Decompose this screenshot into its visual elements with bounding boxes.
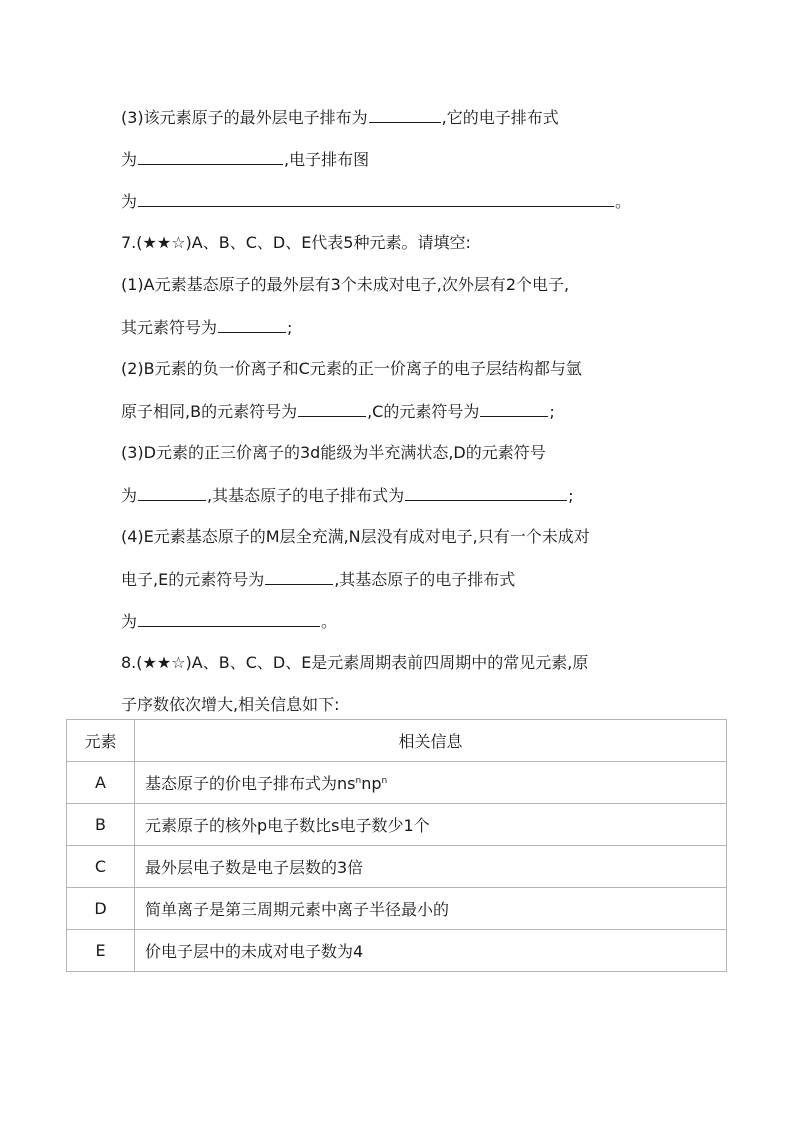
text: 电子,E的元素符号为 (121, 570, 265, 589)
header-info: 相关信息 (135, 720, 727, 762)
answer-blank[interactable] (480, 400, 548, 417)
text: ,C的元素符号为 (367, 402, 480, 421)
superscript: n (381, 776, 388, 786)
cell-element: C (67, 846, 135, 888)
text: ; (568, 486, 574, 505)
cell-element: B (67, 804, 135, 846)
text: ,其基态原子的电子排布式 (334, 570, 516, 589)
question-7-4-line-3 (121, 610, 701, 633)
text: 原子相同,B的元素符号为 (121, 402, 298, 421)
text: (1)A元素基态原子的最外层有3个未成对电子,次外层有2个电子, (121, 275, 570, 294)
info-text: 元素原子的核外p电子数比s电子数少1个 (145, 816, 430, 835)
info-text: 最外层电子数是电子层数的3倍 (145, 858, 364, 877)
superscript: n (355, 776, 362, 786)
cell-info (135, 804, 727, 846)
question-7-1-line-1 (121, 274, 701, 296)
table-row (67, 762, 727, 804)
table-row (67, 846, 727, 888)
question-6-3-line-1 (121, 106, 701, 129)
info-text: 基态原子的价电子排布式为ns (145, 774, 356, 793)
cell-element: D (67, 888, 135, 930)
text: 为 (121, 192, 138, 211)
answer-blank[interactable] (218, 316, 286, 333)
cell-element: E (67, 930, 135, 972)
cell-info (135, 888, 727, 930)
element-info-table (66, 719, 727, 972)
answer-blank[interactable] (265, 568, 333, 585)
cell-info (135, 846, 727, 888)
table-row (67, 930, 727, 972)
question-7-2-line-1 (121, 358, 701, 380)
answer-blank[interactable] (369, 106, 441, 123)
answer-blank[interactable] (405, 484, 567, 501)
answer-blank[interactable] (138, 610, 320, 627)
question-6-3-line-2 (121, 148, 701, 171)
text: 子序数依次增大,相关信息如下: (121, 695, 340, 714)
info-text: 价电子层中的未成对电子数为4 (145, 942, 364, 961)
text: 。 (615, 192, 632, 211)
question-7-3-line-1 (121, 442, 701, 464)
text: ,其基态原子的电子排布式为 (207, 486, 405, 505)
text: (2)B元素的负一价离子和C元素的正一价离子的电子层结构都与氩 (121, 359, 582, 378)
table-row (67, 888, 727, 930)
info-text: 简单离子是第三周期元素中离子半径最小的 (145, 900, 450, 919)
answer-blank[interactable] (138, 148, 283, 165)
question-7-4-line-1 (121, 526, 701, 548)
text: ,它的电子排布式 (441, 108, 559, 127)
table-row (67, 804, 727, 846)
text: (3)该元素原子的最外层电子排布为 (121, 108, 368, 127)
header-element: 元素 (67, 720, 135, 762)
text: 。 (321, 612, 338, 631)
info-text: np (361, 774, 382, 793)
cell-info (135, 762, 727, 804)
cell-info (135, 930, 727, 972)
question-7-title (121, 232, 701, 254)
answer-blank[interactable] (298, 400, 366, 417)
text: (3)D元素的正三价离子的3d能级为半充满状态,D的元素符号 (121, 443, 546, 462)
question-7-3-line-2 (121, 484, 701, 507)
text: 7.(★★☆)A、B、C、D、E代表5种元素。请填空: (121, 233, 471, 252)
text: 为 (121, 486, 138, 505)
text: 其元素符号为 (121, 318, 218, 337)
answer-blank[interactable] (138, 190, 614, 207)
question-7-2-line-2 (121, 400, 701, 423)
table-header-row (67, 720, 727, 762)
text: ,电子排布图 (284, 150, 370, 169)
question-6-3-line-3 (121, 190, 701, 213)
text: 为 (121, 612, 138, 631)
question-7-1-line-2 (121, 316, 701, 339)
answer-blank[interactable] (138, 484, 206, 501)
text: 8.(★★☆)A、B、C、D、E是元素周期表前四周期中的常见元素,原 (121, 653, 589, 672)
question-8-line-2 (121, 694, 701, 716)
question-8-line-1 (121, 652, 701, 674)
question-7-4-line-2 (121, 568, 701, 591)
text: ; (287, 318, 293, 337)
text: 为 (121, 150, 138, 169)
text: ; (549, 402, 555, 421)
text: (4)E元素基态原子的M层全充满,N层没有成对电子,只有一个未成对 (121, 527, 590, 546)
cell-element: A (67, 762, 135, 804)
